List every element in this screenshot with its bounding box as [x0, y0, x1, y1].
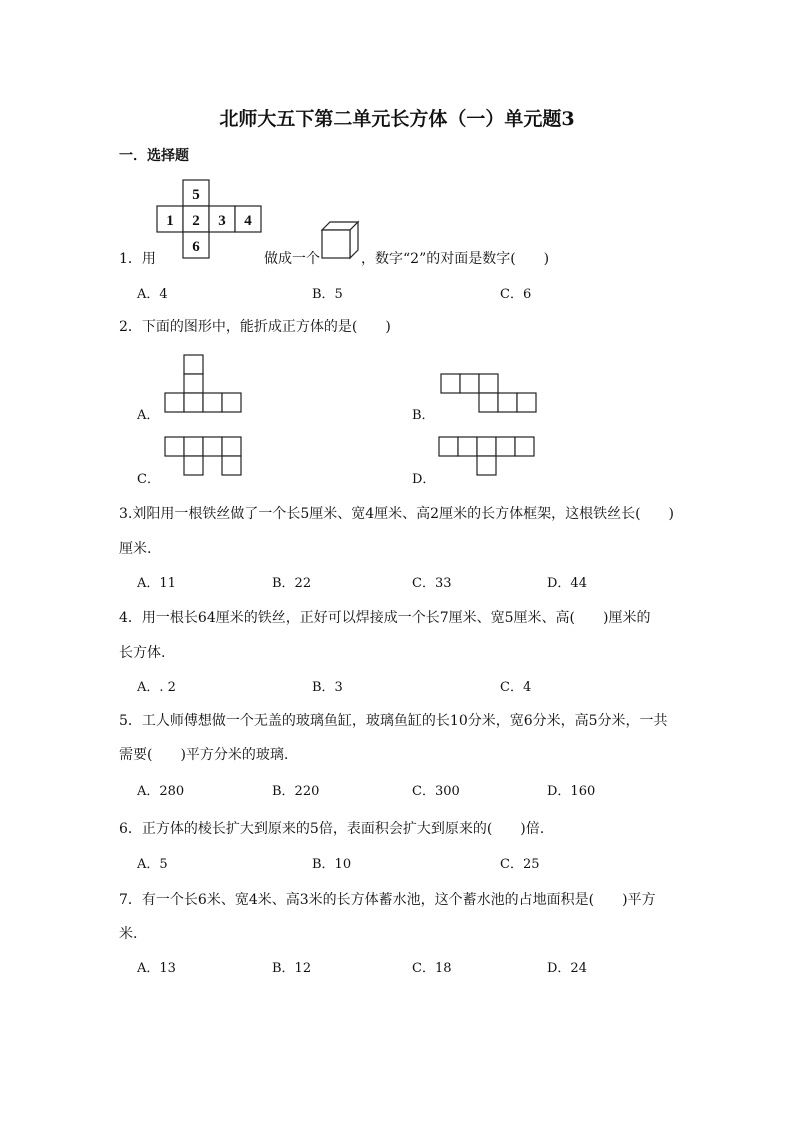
- net-number: 5: [192, 187, 200, 203]
- option-a[interactable]: A．. 2: [137, 680, 176, 695]
- question-text: 用: [141, 251, 156, 267]
- option-a[interactable]: A．4: [137, 287, 168, 302]
- question-number: 5．: [119, 713, 142, 729]
- cube-net-figure: [157, 180, 261, 258]
- net-option-c-figure: [165, 437, 243, 477]
- option-c[interactable]: C．4: [500, 680, 532, 695]
- question-2: [119, 316, 391, 336]
- question-4: [119, 607, 650, 627]
- option-b[interactable]: B．22: [272, 576, 312, 591]
- option-a[interactable]: A．5: [137, 857, 168, 872]
- option-d[interactable]: D．160: [547, 784, 596, 799]
- option-b[interactable]: B．220: [272, 784, 320, 799]
- question-7-continuation: 米.: [119, 926, 138, 942]
- question-text: 刘阳用一根铁丝做了一个长5厘米、宽4厘米、高2厘米的长方体框架，这根铁丝长( ): [132, 506, 675, 522]
- question-7: [119, 889, 656, 909]
- net-option-a-figure: [165, 355, 241, 412]
- question-5: [119, 710, 668, 730]
- page-title: 北师大五下第二单元长方体（一）单元题3: [219, 108, 575, 130]
- question-3: [119, 503, 674, 523]
- net-number: 1: [166, 213, 174, 229]
- option-d[interactable]: D．44: [547, 576, 587, 591]
- question-number: 7．: [119, 892, 142, 908]
- option-c[interactable]: C．6: [500, 287, 532, 302]
- option-d[interactable]: D．24: [547, 961, 587, 976]
- net-number: 6: [192, 239, 200, 255]
- question-text: 工人师傅想做一个无盖的玻璃鱼缸，玻璃鱼缸的长10分米，宽6分米，高5分米，一共: [141, 713, 668, 729]
- question-1-text-c: ，数字“2”的对面是数字( ): [361, 251, 550, 267]
- option-d[interactable]: D．: [412, 472, 436, 487]
- option-b[interactable]: B．3: [312, 680, 343, 695]
- net-number: 4: [244, 213, 252, 229]
- net-option-b-figure: [441, 374, 538, 412]
- option-b[interactable]: B．: [412, 408, 435, 423]
- option-c[interactable]: C．: [137, 472, 160, 487]
- question-text: 正方体的棱长扩大到原来的5倍，表面积会扩大到原来的( )倍.: [141, 821, 545, 837]
- question-1-text-b: 做成一个: [264, 251, 320, 267]
- option-a[interactable]: A．280: [137, 784, 185, 799]
- question-4-continuation: 长方体.: [119, 645, 166, 661]
- net-number: 3: [218, 213, 226, 229]
- option-b[interactable]: B．5: [312, 287, 343, 302]
- option-a[interactable]: A．13: [137, 961, 176, 976]
- option-c[interactable]: C．25: [500, 857, 540, 872]
- option-c[interactable]: C．33: [412, 576, 452, 591]
- question-number: 1．: [119, 251, 142, 267]
- question-number: 2．: [119, 319, 142, 335]
- option-b[interactable]: B．10: [312, 857, 352, 872]
- section-heading: 一．选择题: [119, 148, 189, 164]
- option-a[interactable]: A．11: [137, 576, 176, 591]
- question-5-continuation: 需要( )平方分米的玻璃.: [119, 747, 289, 763]
- option-c[interactable]: C．18: [412, 961, 452, 976]
- question-3-continuation: 厘米.: [119, 541, 152, 557]
- question-number: 3.: [119, 506, 133, 522]
- question-text: 有一个长6米、宽4米、高3米的长方体蓄水池，这个蓄水池的占地面积是( )平方: [141, 892, 656, 908]
- question-6: [119, 818, 544, 838]
- option-b[interactable]: B．12: [272, 961, 312, 976]
- question-number: 4．: [119, 610, 142, 626]
- option-c[interactable]: C．300: [412, 784, 460, 799]
- option-a[interactable]: A．: [137, 408, 160, 423]
- question-text: 用一根长64厘米的铁丝，正好可以焊接成一个长7厘米、宽5厘米、高( )厘米的: [141, 610, 651, 626]
- question-number: 6．: [119, 821, 142, 837]
- net-number: 2: [192, 213, 200, 229]
- cube-figure: [320, 220, 360, 260]
- question-text: 下面的图形中，能折成正方体的是( ): [141, 319, 391, 335]
- question-1: [119, 248, 156, 268]
- net-option-d-figure: [439, 437, 536, 477]
